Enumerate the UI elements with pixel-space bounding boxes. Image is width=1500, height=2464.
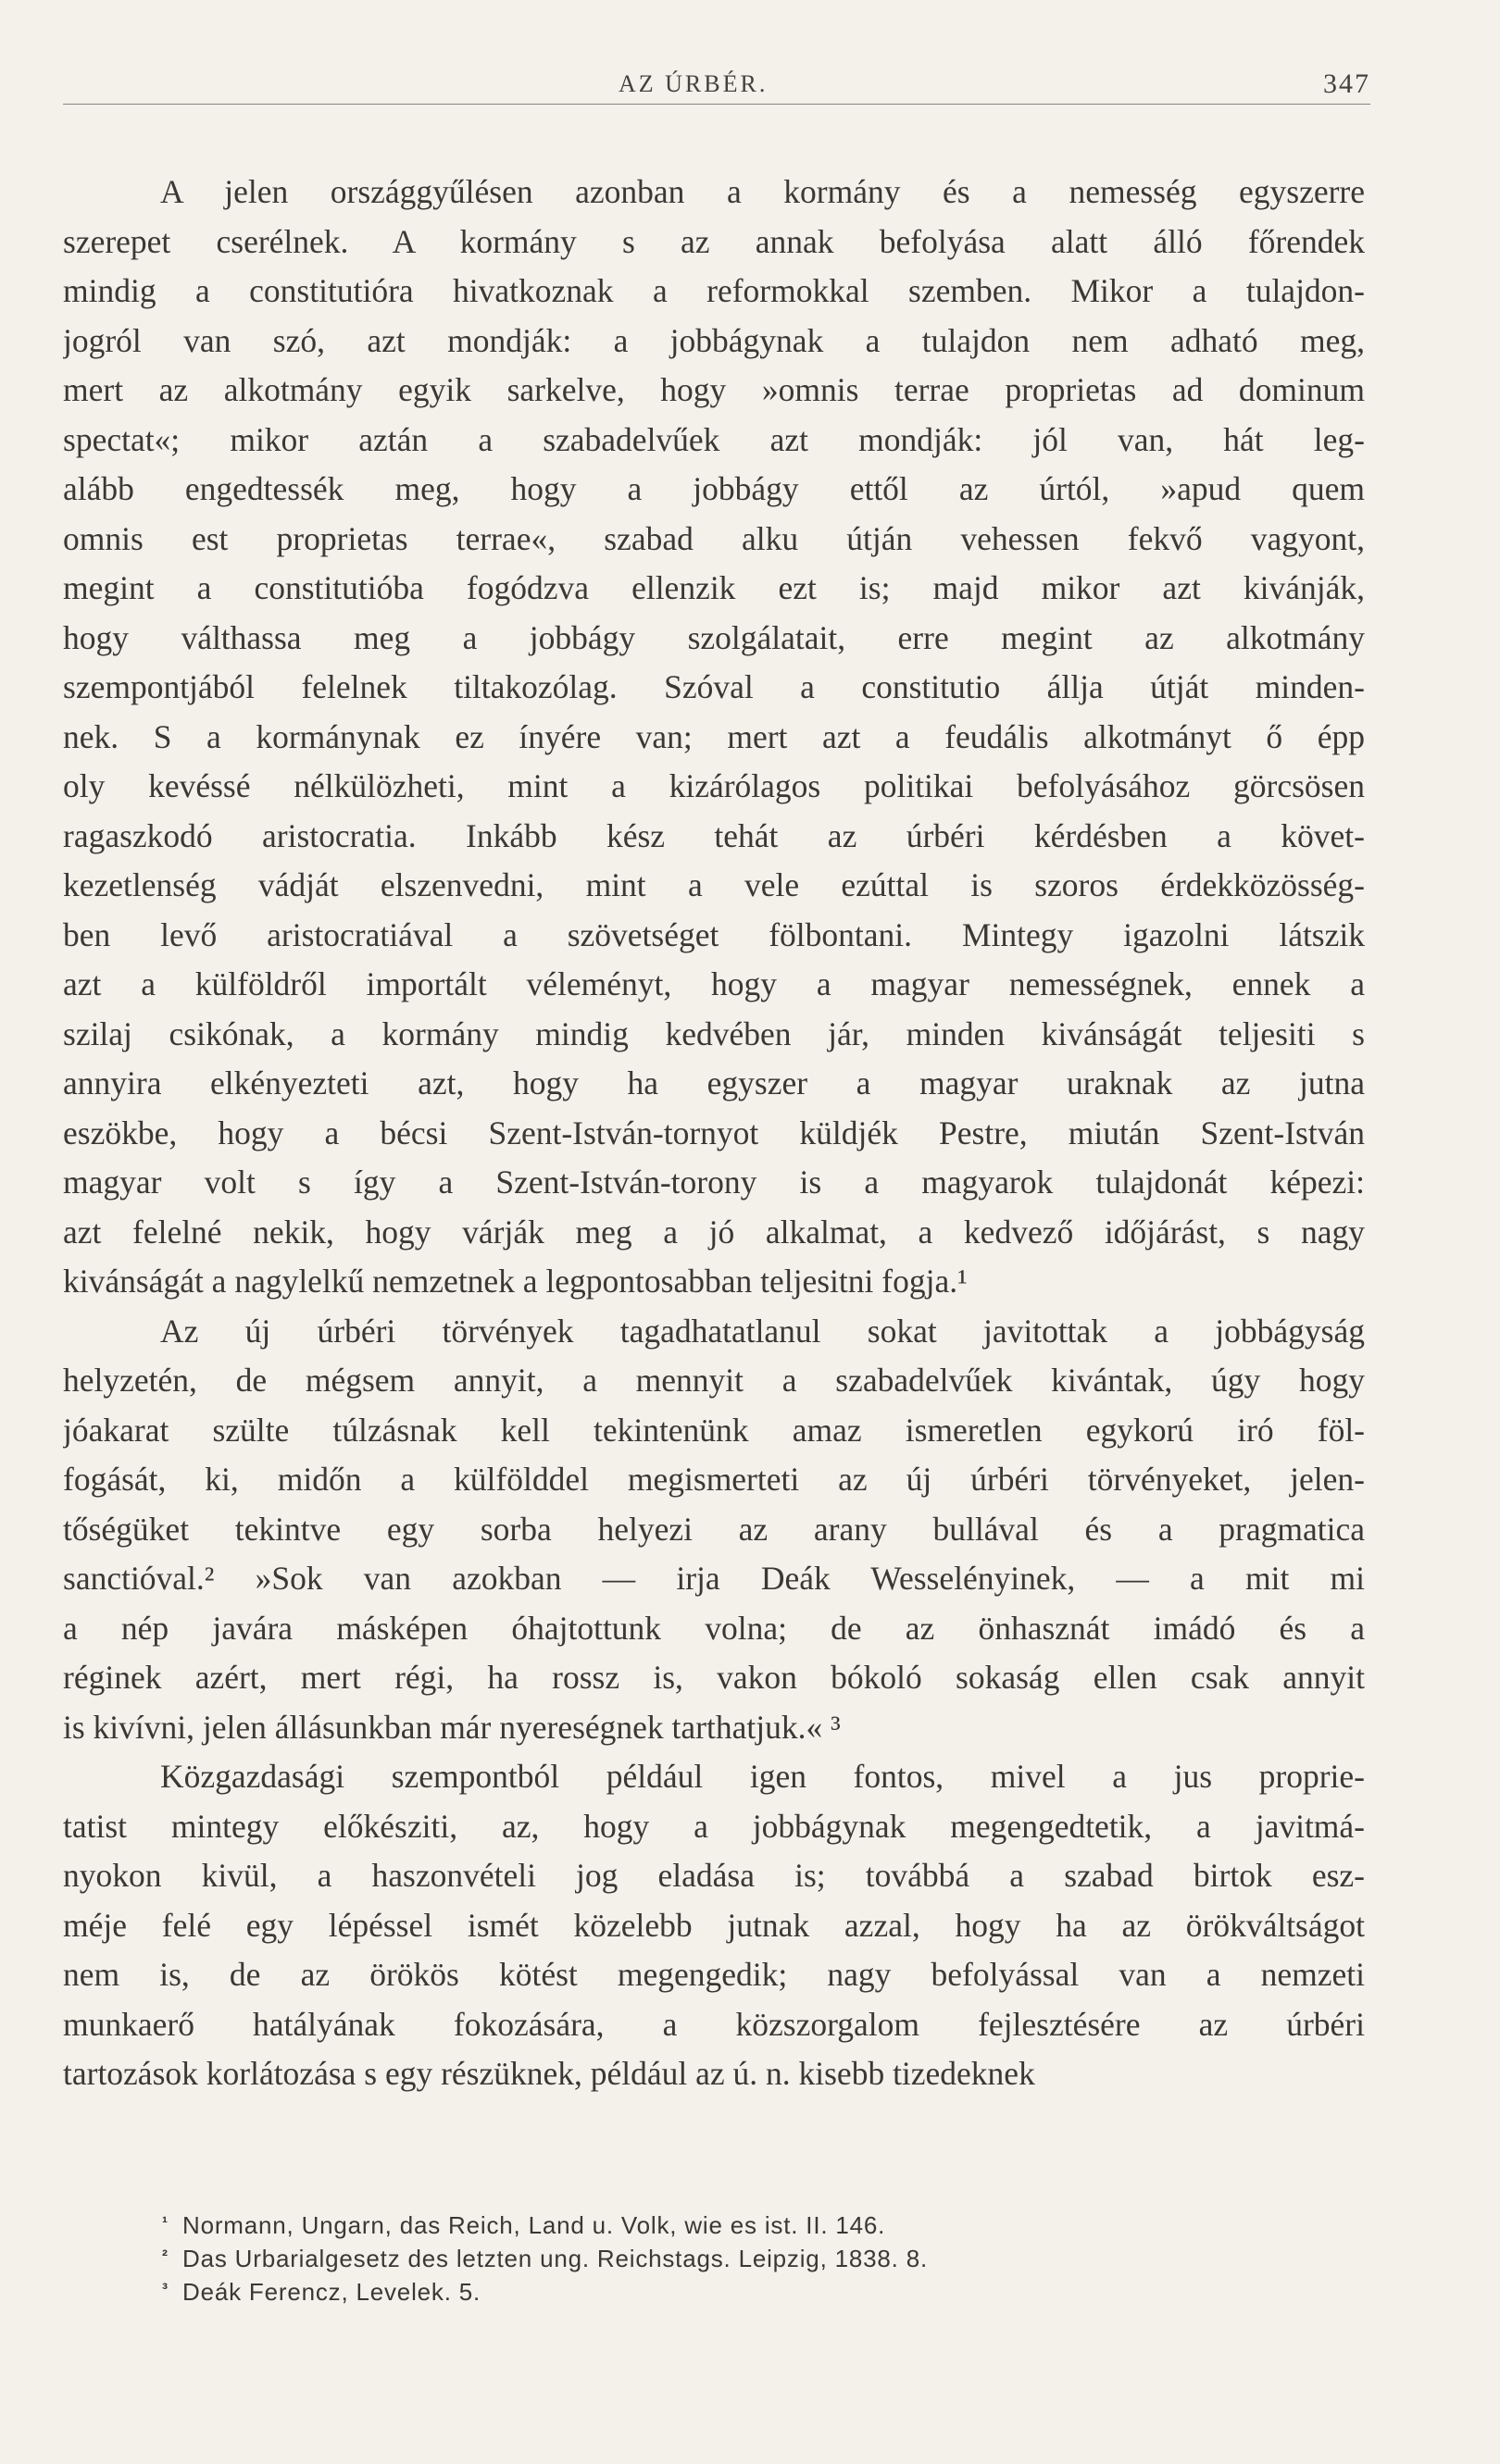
text-line: A jelen országgyűlésen azonban a kormány és a nemesség egyszerre xyxy=(160,173,1365,210)
text-line: azt felelné nekik, hogy várják meg a jó alkalmat, a kedvező időjárást, s nagy xyxy=(63,1213,1365,1251)
footnote-text: Deák Ferencz, Levelek. 5. xyxy=(182,2278,481,2306)
text-line: azt a külföldről importált véleményt, hogy a magyar nemességnek, ennek a xyxy=(63,965,1365,1002)
text-line: nem is, de az örökös kötést megengedik; nagy befolyással van a nemzeti xyxy=(63,1956,1365,1993)
text-line: annyira elkényezteti azt, hogy ha egyszer a magyar uraknak az jutna xyxy=(63,1064,1365,1101)
text-line: tartozások korlátozása s egy részüknek, például az ú. n. kisebb tizedeknek xyxy=(63,2055,1035,2092)
text-line: kezetlenség vádját elszenvedni, mint a vele ezúttal is szoros érdekközösség- xyxy=(63,866,1365,903)
text-line: helyzetén, de mégsem annyit, a mennyit a szabadelvűek kivántak, úgy hogy xyxy=(63,1362,1365,1399)
text-line: szerepet cserélnek. A kormány s az annak befolyása alatt álló főrendek xyxy=(63,222,1365,260)
text-line: munkaerő hatályának fokozására, a közszorgalom fejlesztésére az úrbéri xyxy=(63,2005,1365,2043)
text-line: réginek azért, mert régi, ha rossz is, vakon bókoló sokaság ellen csak annyit xyxy=(63,1659,1365,1696)
text-line: alább engedtessék meg, hogy a jobbágy ettől az úrtól, »apud quem xyxy=(63,470,1365,507)
text-line: Az új úrbéri törvények tagadhatatlanul sokat javitottak a jobbágyság xyxy=(160,1312,1365,1350)
text-line: nek. S a kormánynak ez ínyére van; mert azt a feudális alkotmányt ő épp xyxy=(63,717,1365,755)
text-line: is kivívni, jelen állásunkban már nyereségnek tarthatjuk.« ³ xyxy=(63,1708,841,1746)
text-line: sanctióval.² »Sok van azokban — irja Deák Wesselényinek, — a mit mi xyxy=(63,1560,1365,1597)
body-text xyxy=(63,168,1365,2099)
text-line: hogy válthassa meg a jobbágy szolgálatait, erre megint az alkotmány xyxy=(63,618,1365,656)
footnote xyxy=(162,2239,1292,2272)
footnote-text: Normann, Ungarn, das Reich, Land u. Volk, wie es ist. II. 146. xyxy=(182,2211,886,2239)
text-line: a nép javára másképen óhajtottunk volna; de az önhasznát imádó és a xyxy=(63,1609,1365,1647)
text-line: eszökbe, hogy a bécsi Szent-István-tornyot küldjék Pestre, miután Szent-István xyxy=(63,1114,1365,1151)
text-line: méje felé egy lépéssel ismét közelebb jutnak azzal, hogy ha az örökváltságot xyxy=(63,1906,1365,1944)
text-line: mindig a constitutióra hivatkoznak a reformokkal szemben. Mikor a tulajdon- xyxy=(63,272,1365,309)
page-number: 347 xyxy=(1323,68,1370,99)
text-line: oly kevéssé nélkülözheti, mint a kizárólagos politikai befolyásához görcsösen xyxy=(63,767,1365,804)
footnote-mark: ² xyxy=(162,2246,169,2265)
footnote-mark: ³ xyxy=(162,2280,169,2298)
text-line: spectat«; mikor aztán a szabadelvűek azt mondják: jól van, hát leg- xyxy=(63,420,1365,458)
footnotes xyxy=(162,2206,1292,2306)
footnote-mark: ¹ xyxy=(162,2213,169,2232)
text-line: kivánságát a nagylelkű nemzetnek a legpontosabban teljesitni fogja.¹ xyxy=(63,1263,968,1300)
text-line: fogását, ki, midőn a külfölddel megismerteti az új úrbéri törvényeket, jelen- xyxy=(63,1461,1365,1498)
footnote xyxy=(162,2272,1292,2306)
text-line: szempontjából felelnek tiltakozólag. Szóval a constitutio állja útját minden- xyxy=(63,668,1365,705)
footnote xyxy=(162,2206,1292,2239)
text-line: ragaszkodó aristocratia. Inkább kész tehát az úrbéri kérdésben a követ- xyxy=(63,816,1365,854)
running-head: AZ ÚRBÉR. xyxy=(619,70,769,97)
text-line: jóakarat szülte túlzásnak kell tekintenünk amaz ismeretlen egykorú iró föl- xyxy=(63,1411,1365,1449)
header-rule xyxy=(63,104,1370,105)
text-line: tőségüket tekintve egy sorba helyezi az arany bullával és a pragmatica xyxy=(63,1510,1365,1548)
text-line: tatist mintegy előkésziti, az, hogy a jobbágynak megengedtetik, a javitmá- xyxy=(63,1807,1365,1845)
text-line: Közgazdasági szempontból például igen fontos, mivel a jus proprie- xyxy=(160,1758,1365,1795)
text-line: szilaj csikónak, a kormány mindig kedvében jár, minden kivánságát teljesiti s xyxy=(63,1014,1365,1052)
page-header xyxy=(63,57,1370,104)
text-line: mert az alkotmány egyik sarkelve, hogy »omnis terrae proprietas ad dominum xyxy=(63,371,1365,408)
text-line: nyokon kivül, a haszonvételi jog eladása is; továbbá a szabad birtok esz- xyxy=(63,1857,1365,1894)
text-line: magyar volt s így a Szent-István-torony is a magyarok tulajdonát képezi: xyxy=(63,1164,1365,1201)
text-line: megint a constitutióba fogódzva ellenzik ezt is; majd mikor azt kivánják, xyxy=(63,569,1365,606)
text-line: jogról van szó, azt mondják: a jobbágynak a tulajdon nem adható meg, xyxy=(63,321,1365,359)
text-line: ben levő aristocratiával a szövetséget fölbontani. Mintegy igazolni látszik xyxy=(63,915,1365,953)
footnote-text: Das Urbarialgesetz des letzten ung. Reichstags. Leipzig, 1838. 8. xyxy=(182,2245,928,2272)
text-line: omnis est proprietas terrae«, szabad alku útján vehessen fekvő vagyont, xyxy=(63,519,1365,557)
